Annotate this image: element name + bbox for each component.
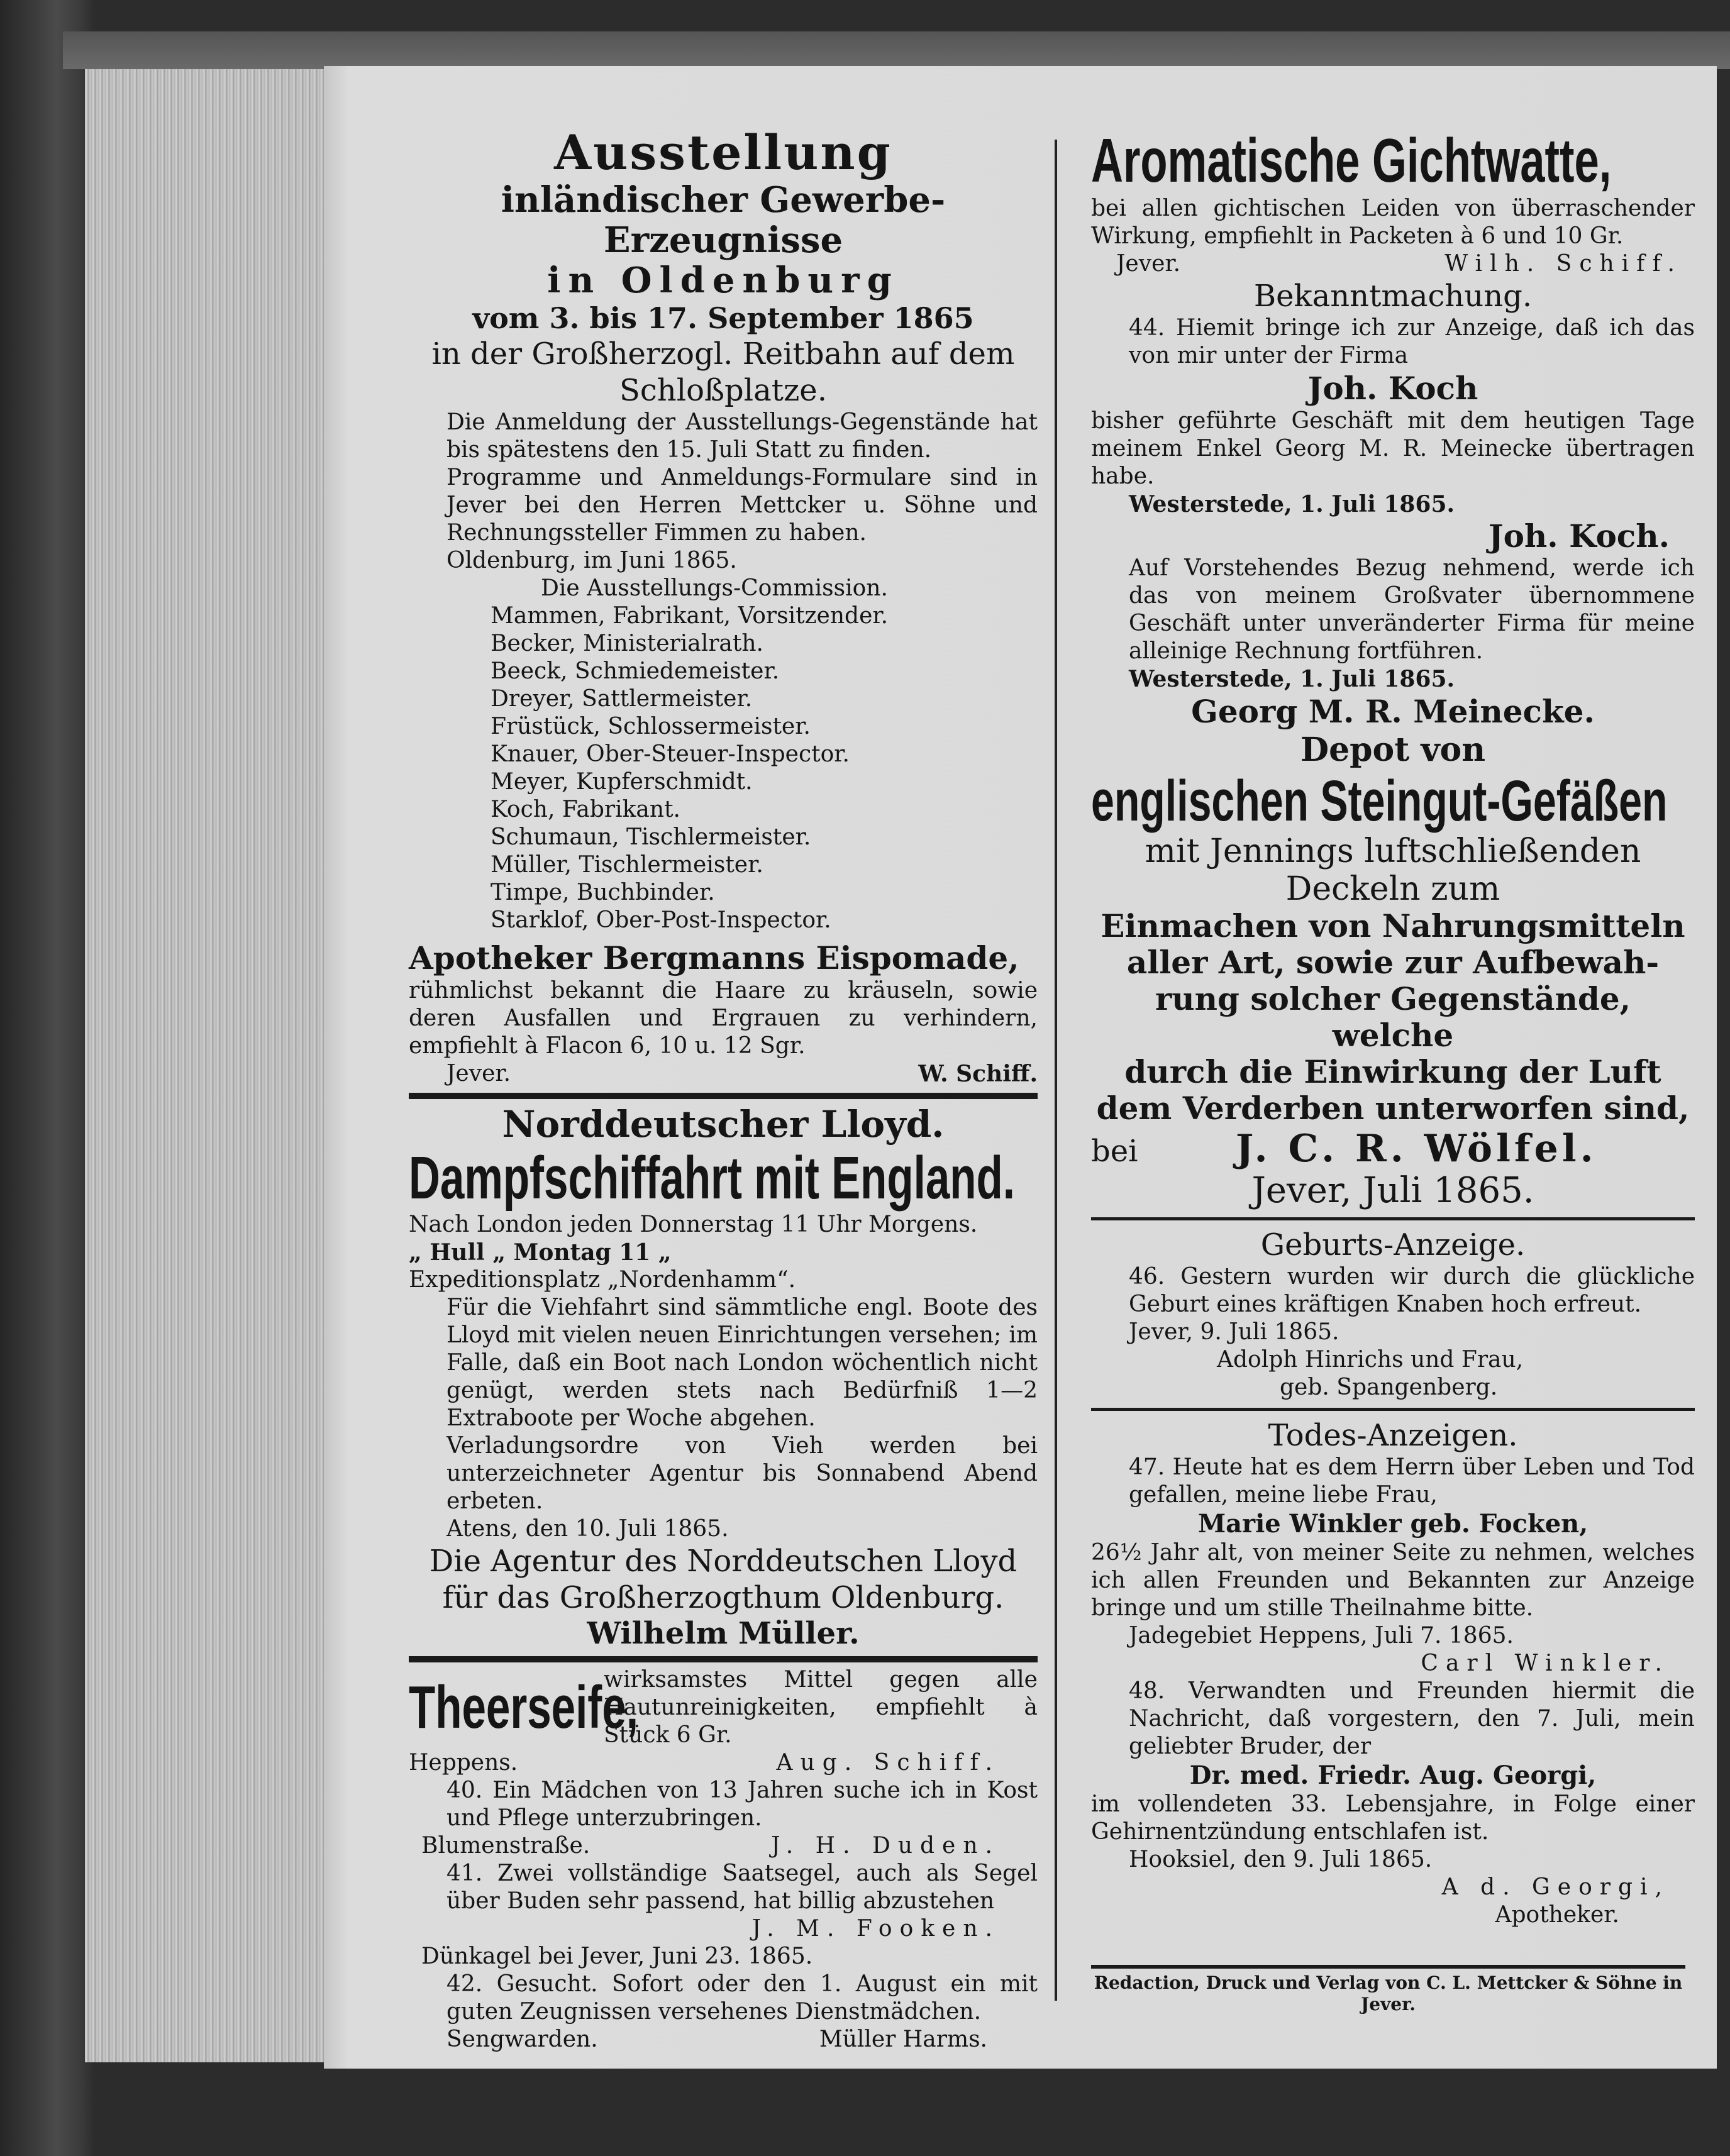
member: Starklof, Ober-Post-Inspector.	[491, 907, 831, 933]
exhibition-location2: Schloßplatze.	[619, 373, 827, 408]
birth-sign1: Adolph Hinrichs und Frau,	[1217, 1347, 1524, 1373]
death47-text2: 26½ Jahr alt, von meiner Seite zu nehmen, welches ich allen Freunden und Bekannten zur Anzeige bringe und um stille Theilnahme bitte.	[1091, 1540, 1695, 1621]
depot-ad	[1091, 731, 1695, 1211]
left-column	[409, 126, 1038, 2054]
depot-line5: Einmachen von Nahrungsmitteln	[1101, 907, 1685, 944]
notice-sign: Joh. Koch.	[1488, 517, 1670, 555]
depot-bei: bei	[1091, 1134, 1138, 1169]
notice-sign2: Georg M. R. Meinecke.	[1191, 693, 1595, 730]
right-column	[1091, 126, 1695, 1929]
section-rule	[409, 1093, 1038, 1099]
birth-dateline: Jever, 9. Juli 1865.	[1129, 1319, 1339, 1345]
death47-sign: Carl Winkler.	[1421, 1650, 1670, 1676]
exhibition-ad	[409, 126, 1038, 934]
gicht-title: Aromatische Gichtwatte,	[1091, 126, 1612, 195]
notice-title: Bekanntmachung.	[1253, 279, 1533, 314]
ad41-sign: J. M. Fooken.	[751, 1916, 1000, 1942]
soap-title: Theerseife,	[409, 1674, 638, 1741]
member: Beeck, Schmiedemeister.	[491, 658, 780, 684]
pomade-place: Jever.	[446, 1061, 511, 1086]
soap-sign: Aug. Schiff.	[776, 1750, 1000, 1776]
lloyd-para2: Verladungsordre von Vieh werden bei unterzeichneter Agentur bis Sonnabend Abend erbeten.	[446, 1433, 1038, 1514]
birth-text: 46. Gestern wurden wir durch die glückliche Geburt eines kräftigen Knaben hoch erfreut.	[1129, 1264, 1695, 1317]
soap-ad	[409, 1666, 1038, 1749]
lloyd-route1: Nach London jeden Donnerstag 11 Uhr Morgens.	[409, 1212, 978, 1237]
depot-line6: aller Art, sowie zur Aufbewah-	[1126, 944, 1660, 981]
ad42-sign: Müller Harms.	[819, 2026, 987, 2052]
ad40-text: 40. Ein Mädchen von 13 Jahren suche ich in Kost und Pflege unterzubringen.	[446, 1777, 1038, 1831]
section-rule	[1091, 1408, 1695, 1411]
member: Dreyer, Sattlermeister.	[491, 686, 753, 712]
depot-line1: Depot von	[1300, 731, 1486, 769]
lloyd-route3: Expeditionsplatz „Nordenhamm“.	[409, 1267, 796, 1293]
lloyd-title: Norddeutscher Lloyd.	[502, 1103, 945, 1146]
death48-sign: A d. Georgi,	[1441, 1874, 1670, 1900]
gicht-ad	[1091, 126, 1695, 278]
koch-notice	[1091, 278, 1695, 731]
death47-text: 47. Heute hat es dem Herrn über Leben und Tod gefallen, meine liebe Frau,	[1129, 1454, 1695, 1508]
section-rule	[1091, 1217, 1695, 1220]
depot-line4: Deckeln zum	[1285, 870, 1500, 908]
birth-sign2: geb. Spangenberg.	[1280, 1374, 1498, 1400]
ad-40	[409, 1777, 1038, 1860]
commission-members	[409, 602, 1038, 934]
death-notices	[1091, 1417, 1695, 1929]
lloyd-agency2: für das Großherzogthum Oldenburg.	[442, 1580, 1004, 1615]
death48-dateline: Hooksiel, den 9. Juli 1865.	[1129, 1847, 1433, 1872]
pomade-text: rühmlichst bekannt die Haare zu kräuseln, sowie deren Ausfallen und Ergrauen zu verhindern, empfiehlt à Flacon 6, 10 u. 12 Sgr.	[409, 978, 1038, 1059]
notice-firm: Joh. Koch	[1307, 370, 1478, 407]
notice-text3: Auf Vorstehendes Bezug nehmend, werde ich das von meinem Großvater übernommene Geschäft unter unveränderter Firma für meine alleinige Rechnung fortführen.	[1129, 555, 1695, 664]
gicht-sign: Wilh. Schiff.	[1444, 251, 1682, 277]
lloyd-dateline: Atens, den 10. Juli 1865.	[446, 1516, 729, 1542]
member: Timpe, Buchbinder.	[491, 880, 715, 905]
ad40-sign: J. H. Duden.	[771, 1833, 1000, 1859]
depot-line3: mit Jennings luftschließenden	[1145, 832, 1641, 870]
member: Müller, Tischlermeister.	[491, 852, 763, 878]
depot-line9: dem Verderben unterworfen sind,	[1096, 1090, 1690, 1127]
death47-dateline: Jadegebiet Heppens, Juli 7. 1865.	[1129, 1623, 1514, 1649]
lloyd-route2: „ Hull „ Montag 11 „	[409, 1239, 672, 1266]
exhibition-location: in der Großherzogl. Reitbahn auf dem	[431, 336, 1015, 372]
gicht-place: Jever.	[1116, 251, 1181, 277]
ad-41	[409, 1860, 1038, 1971]
ad-42	[409, 1971, 1038, 2054]
ad40-place: Blumenstraße.	[421, 1833, 591, 1859]
depot-line7: rung solcher Gegenstände, welche	[1155, 980, 1631, 1054]
ad42-text: 42. Gesucht. Sofort oder den 1. August ein mit guten Zeugnissen versehenes Dienstmädchen.	[446, 1971, 1038, 2025]
lloyd-para1: Für die Viehfahrt sind sämmtliche engl. Boote des Lloyd mit vielen neuen Einrichtungen versehen; im Falle, daß ein Boot nach London wöchentlich nicht genügt, werden stets nach Bedürfniß 1—2 Extraboote per Woche abgehen.	[446, 1295, 1038, 1431]
member: Knauer, Ober-Steuer-Inspector.	[491, 741, 850, 767]
column-divider	[1055, 140, 1057, 2001]
exhibition-para2: Programme und Anmeldungs-Formulare sind in Jever bei den Herren Mettcker u. Söhne und Rechnungssteller Fimmen zu haben.	[446, 465, 1038, 546]
pomade-sign: W. Schiff.	[918, 1061, 1038, 1087]
book-top-edge	[63, 31, 1730, 69]
depot-dateline: Jever, Juli 1865.	[1251, 1170, 1534, 1211]
notice-text2: bisher geführte Geschäft mit dem heutigen Tage meinem Enkel Georg M. R. Meinecke übertragen habe.	[1091, 408, 1695, 489]
death48-sign2: Apotheker.	[1495, 1902, 1619, 1928]
ad41-text: 41. Zwei vollständige Saatsegel, auch als Segel über Buden sehr passend, hat billig abzustehen	[446, 1860, 1038, 1914]
lloyd-ad	[409, 1103, 1038, 1651]
ad41-dateline: Dünkagel bei Jever, Juni 23. 1865.	[421, 1943, 813, 1969]
member: Meyer, Kupferschmidt.	[491, 769, 753, 795]
death48-text2: im vollendeten 33. Lebensjahre, in Folge einer Gehirnentzündung entschlafen ist.	[1091, 1791, 1695, 1845]
page-stack-edges	[85, 69, 328, 2062]
section-rule	[409, 1656, 1038, 1662]
exhibition-line1: inländischer Gewerbe-Erzeugnisse	[501, 179, 946, 261]
imprint: Redaction, Druck und Verlag von C. L. Mettcker & Söhne in Jever.	[1091, 1965, 1685, 2015]
member: Becker, Ministerialrath.	[491, 631, 763, 656]
notice-dateline: Westerstede, 1. Juli 1865.	[1129, 491, 1455, 517]
lloyd-agency1: Die Agentur des Norddeutschen Lloyd	[429, 1544, 1017, 1579]
notice-dateline2: Westerstede, 1. Juli 1865.	[1129, 666, 1455, 692]
member: Früstück, Schlossermeister.	[491, 714, 811, 739]
soap-place: Heppens.	[409, 1750, 518, 1776]
depot-line8: durch die Einwirkung der Luft	[1124, 1053, 1661, 1090]
death48-text: 48. Verwandten und Freunden hiermit die Nachricht, daß vorgestern, den 7. Juli, mein geliebter Bruder, der	[1129, 1678, 1695, 1759]
exhibition-dateline: Oldenburg, im Juni 1865.	[446, 548, 737, 573]
pomade-ad	[409, 939, 1038, 1088]
member: Koch, Fabrikant.	[491, 797, 680, 822]
exhibition-commission: Die Ausstellungs-Commission.	[541, 575, 888, 601]
ad42-place: Sengwarden.	[446, 2026, 598, 2052]
depot-line2: englischen Steingut-Gefäßen	[1091, 769, 1668, 833]
depot-firm: J. C. R. Wölfel.	[1235, 1127, 1597, 1171]
death47-name: Marie Winkler geb. Focken,	[1197, 1509, 1589, 1539]
member: Mammen, Fabrikant, Vorsitzender.	[491, 603, 889, 629]
exhibition-title: Ausstellung	[554, 124, 892, 180]
lloyd-headline: Dampfschiffahrt mit England.	[409, 1144, 1015, 1212]
birth-title: Geburts-Anzeige.	[1260, 1227, 1526, 1263]
exhibition-para1: Die Anmeldung der Ausstellungs-Gegenstände hat bis spätestens den 15. Juli Statt zu finden.	[446, 409, 1038, 463]
gicht-text: bei allen gichtischen Leiden von überraschender Wirkung, empfiehlt in Packeten à 6 und 10 Gr.	[1091, 196, 1695, 249]
member: Schumaun, Tischlermeister.	[491, 824, 811, 850]
pomade-title: Apotheker Bergmanns Eispomade,	[409, 939, 1019, 976]
death48-name: Dr. med. Friedr. Aug. Georgi,	[1189, 1761, 1597, 1790]
exhibition-dates: vom 3. bis 17. September 1865	[472, 301, 974, 335]
death-title: Todes-Anzeigen.	[1268, 1418, 1518, 1453]
soap-text: wirksamstes Mittel gegen alle Hautunreinigkeiten, empfiehlt à Stück 6 Gr.	[604, 1667, 1038, 1748]
notice-text: 44. Hiemit bringe ich zur Anzeige, daß ich das von mir unter der Firma	[1129, 315, 1695, 368]
birth-notice	[1091, 1227, 1695, 1401]
lloyd-sign: Wilhelm Müller.	[587, 1616, 860, 1651]
exhibition-line2: in Oldenburg	[547, 260, 899, 301]
